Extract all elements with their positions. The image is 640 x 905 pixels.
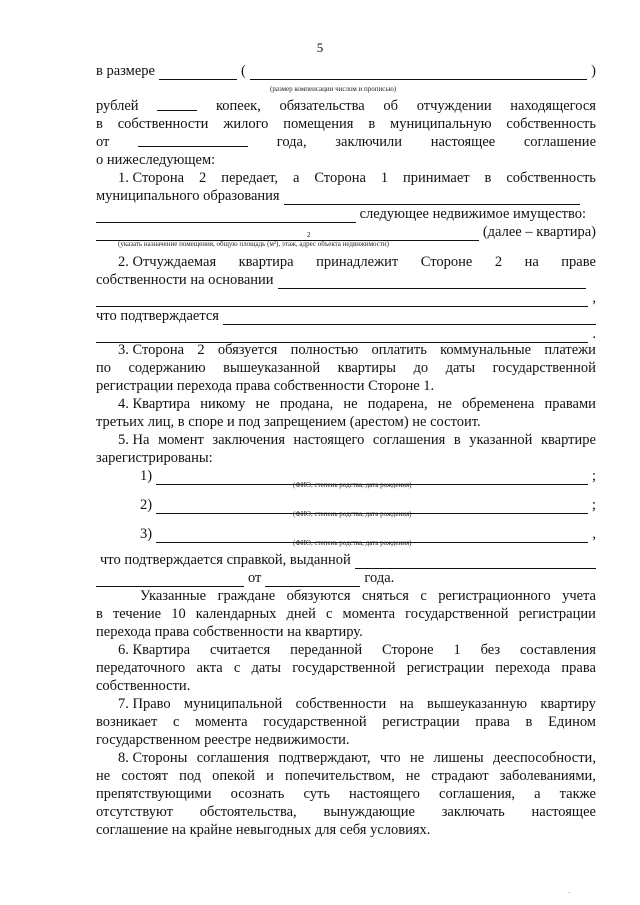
word: состоят — [121, 768, 168, 784]
word: под — [179, 768, 202, 784]
word: календарных — [195, 606, 277, 622]
word: 6. Квартира — [118, 642, 191, 658]
clause-8-line-5: соглашение на крайне невыгодных для себя условиях. — [96, 822, 431, 838]
word: рублей — [96, 98, 139, 114]
clause-3-line-3: регистрации перехода права собственности Стороне 1. — [96, 378, 435, 394]
word: 2. Отчуждаемая — [118, 254, 217, 270]
clause-1-line-2 — [96, 187, 580, 205]
word: переданной — [290, 642, 363, 658]
word: Указанные — [140, 588, 207, 604]
word: не — [255, 396, 270, 412]
word: вышеуказанной — [223, 360, 321, 376]
word: года, — [276, 134, 307, 150]
word: акта — [196, 660, 223, 676]
word: 1 — [380, 170, 389, 186]
word: жилого — [223, 116, 269, 132]
word: 2 — [494, 254, 503, 270]
word: а — [292, 170, 300, 186]
compensation-label: в размере — [96, 63, 155, 79]
word: 2 — [197, 342, 205, 358]
word: регистрации — [406, 660, 485, 676]
compensation-line — [96, 62, 596, 80]
open-paren: ( — [240, 63, 246, 79]
word: лишены — [433, 750, 484, 766]
word: передаточного — [96, 660, 186, 676]
word: копеек, — [215, 98, 261, 114]
word: вынуждающие — [323, 804, 415, 820]
word: момента — [342, 606, 396, 622]
word: вышеуказанную — [426, 696, 528, 712]
clause-6-line-3: собственности. — [96, 678, 191, 694]
word: регистрационного — [438, 588, 551, 604]
word: квартиру — [540, 696, 596, 712]
semicolon: ; — [591, 497, 596, 513]
word: регистрации — [382, 714, 460, 730]
word: составления — [519, 642, 596, 658]
clause-1-line-3 — [96, 205, 586, 223]
certificate-line-1 — [100, 551, 596, 569]
clause-3-line-2 — [96, 359, 596, 377]
clause-8-line-3 — [96, 785, 596, 803]
word: от — [96, 134, 110, 150]
word: попечительством, — [284, 768, 395, 784]
rubles-line — [96, 97, 596, 115]
clause-7-line-2 — [96, 713, 596, 731]
word: препятствующими — [96, 786, 212, 802]
scan-mark: . — [568, 886, 570, 895]
page-number: 5 — [316, 40, 324, 55]
clause-6-line-1 — [118, 641, 596, 659]
word: отсутствуют — [96, 804, 173, 820]
clause-7-line-1 — [118, 695, 596, 713]
word: права — [475, 714, 510, 730]
word: муниципальную — [390, 116, 492, 132]
word: от — [248, 570, 262, 586]
clause-5-line-2: зарегистрированы: — [96, 450, 213, 466]
clause-3-line-1 — [118, 341, 596, 359]
word: в — [368, 116, 376, 132]
word: собственность — [506, 170, 596, 186]
word: возникает — [96, 714, 158, 730]
municipality-label: муниципального образования — [96, 188, 280, 204]
word: с — [233, 660, 241, 676]
word: коммунальные — [440, 342, 532, 358]
close-paren: ) — [591, 63, 596, 79]
word: граждане — [217, 588, 276, 604]
word: соглашения — [372, 432, 446, 448]
word: содержанию — [128, 360, 206, 376]
word: учета — [562, 588, 596, 604]
property-blank[interactable] — [96, 209, 356, 223]
word: года. — [364, 570, 395, 586]
confirmed-label: что подтверждается — [96, 308, 219, 324]
word: 2 — [199, 170, 207, 186]
date-line — [96, 133, 596, 151]
word: квартире — [540, 432, 596, 448]
clause-1-line-1 — [118, 169, 596, 187]
resident-number: 3) — [140, 526, 153, 542]
word: момент — [157, 432, 204, 448]
word: дееспособности, — [492, 750, 596, 766]
word: настоящего — [349, 786, 420, 802]
word: обязательства — [279, 98, 365, 114]
period: . — [592, 326, 596, 342]
word: сняться — [361, 588, 409, 604]
word: даты — [251, 660, 282, 676]
certificate-label: что подтверждается справкой, выданной — [100, 552, 351, 568]
word: также — [559, 786, 596, 802]
word: подтверждают, — [278, 750, 371, 766]
ownership-line — [96, 115, 596, 133]
basis-blank-2[interactable] — [96, 293, 588, 307]
word: 8. Стороны — [118, 750, 188, 766]
word: государственной — [292, 660, 396, 676]
word: регистрации — [518, 606, 596, 622]
certificate-issuer-blank[interactable] — [355, 555, 596, 569]
clause-2-line-4 — [96, 307, 596, 325]
word: 7. Право — [118, 696, 171, 712]
word: собственности — [117, 116, 209, 132]
word: в — [484, 170, 492, 186]
superscript-2: 2 — [307, 231, 311, 239]
word: по — [96, 360, 112, 376]
clause-6-line-2 — [96, 659, 596, 677]
premises-caption: (указать назначение помещения, общую площадь (м²), этаж, адрес объекта недвижимости) — [118, 240, 389, 248]
word: праве — [561, 254, 596, 270]
word: Сторона — [314, 170, 366, 186]
kopecks-blank[interactable] — [157, 97, 197, 111]
semicolon: ; — [591, 468, 596, 484]
word: осознать — [230, 786, 285, 802]
word: страдают — [431, 768, 489, 784]
comma: , — [592, 526, 596, 542]
word: указанной — [469, 432, 533, 448]
fio-caption-3: (ФИО, степень родства, дата рождения) — [293, 539, 412, 547]
property-label: следующее недвижимое имущество: — [359, 206, 586, 222]
word: 10 — [171, 606, 186, 622]
word: в — [96, 116, 103, 132]
word: обстоятельства, — [199, 804, 297, 820]
word: что — [379, 750, 401, 766]
amount-words-blank[interactable] — [250, 66, 587, 80]
certificate-issuer-blank-2[interactable] — [96, 573, 244, 587]
deregistration-line-2 — [96, 605, 596, 623]
word: дней — [286, 606, 316, 622]
word: не — [437, 396, 452, 412]
word: не — [343, 396, 358, 412]
word: квартиры — [337, 360, 396, 376]
word: об — [383, 98, 399, 114]
compensation-caption: (размер компенсации числом и прописью) — [270, 85, 397, 93]
word: и — [266, 768, 274, 784]
word: даты — [445, 360, 476, 376]
word: соглашения, — [439, 786, 515, 802]
word: собственность — [506, 116, 596, 132]
word: заключать — [441, 804, 505, 820]
word: никому — [200, 396, 246, 412]
word: передает, — [221, 170, 279, 186]
date-blank[interactable] — [138, 133, 248, 147]
clause-7-line-3: государственном реестре недвижимости. — [96, 732, 350, 748]
municipality-blank[interactable] — [284, 191, 580, 205]
word: государственной — [405, 606, 509, 622]
clause-2-line-2 — [96, 271, 586, 289]
basis-blank[interactable] — [278, 275, 586, 289]
confirmed-blank[interactable] — [223, 311, 596, 325]
word: принадлежит — [316, 254, 399, 270]
resident-number: 2) — [140, 497, 153, 513]
word: полностью — [290, 342, 359, 358]
word: настоящего — [293, 432, 365, 448]
clause-2-line-1 — [118, 253, 596, 271]
word: с — [172, 714, 180, 730]
word: Стороне — [381, 642, 434, 658]
property-details-blank[interactable] — [96, 227, 479, 241]
word: обязуется — [217, 342, 278, 358]
clause-5-line-1 — [118, 431, 596, 449]
word: обременена — [462, 396, 535, 412]
word: без — [480, 642, 501, 658]
clause-8-line-2 — [96, 767, 596, 785]
word: находящегося — [510, 98, 596, 114]
clause-8-line-1 — [118, 749, 596, 767]
clause-4-line-2: третьих лиц, в споре и под запрещением (арестом) не состоит. — [96, 414, 481, 430]
fio-caption-1: (ФИО, степень родства, дата рождения) — [293, 481, 412, 489]
word: 1 — [453, 642, 461, 658]
word: до — [413, 360, 429, 376]
certificate-line-2 — [96, 569, 596, 587]
word: права — [561, 660, 596, 676]
word: настоящее — [531, 804, 596, 820]
amount-blank[interactable] — [159, 66, 237, 80]
word: платежи — [544, 342, 596, 358]
word: 4. Квартира — [118, 396, 191, 412]
word: считается — [209, 642, 271, 658]
word: в — [525, 714, 533, 730]
word: Стороне — [420, 254, 473, 270]
clause-8-line-4 — [96, 803, 596, 821]
word: с — [326, 606, 333, 622]
word: опекой — [212, 768, 255, 784]
word: с — [420, 588, 427, 604]
word: настоящее — [430, 134, 496, 150]
word: заболеваниями, — [499, 768, 596, 784]
deregistration-line-1 — [140, 587, 596, 605]
word: оплатить — [371, 342, 427, 358]
deregistration-line-3: перехода права собственности на квартиру. — [96, 624, 363, 640]
word: помещения — [283, 116, 354, 132]
word: на — [524, 254, 539, 270]
apartment-label: (далее – квартира) — [482, 224, 596, 240]
word: обязуются — [286, 588, 351, 604]
word: а — [534, 786, 541, 802]
certificate-date-blank[interactable] — [265, 573, 360, 587]
word: на — [399, 696, 414, 712]
word: момента — [195, 714, 248, 730]
word: не — [409, 750, 425, 766]
word: в — [453, 432, 461, 448]
basis-label: собственности на основании — [96, 272, 274, 288]
clause-2-line-3 — [96, 289, 596, 307]
word: заключили — [335, 134, 403, 150]
word: в — [96, 606, 103, 622]
word: заключения — [212, 432, 285, 448]
word: не — [405, 768, 421, 784]
clause-1-line-4 — [96, 223, 596, 241]
word: не — [96, 768, 111, 784]
clause-4-line-1 — [118, 395, 596, 413]
comma: , — [592, 290, 596, 306]
word: квартира — [238, 254, 294, 270]
word: 1. Сторона — [118, 170, 185, 186]
word: государственной — [492, 360, 596, 376]
word: собственности — [295, 696, 387, 712]
word: подарена, — [367, 396, 428, 412]
word: 3. Сторона — [118, 342, 185, 358]
word: отчуждении — [416, 98, 492, 114]
word: соглашения — [196, 750, 270, 766]
word: 5. На — [118, 432, 150, 448]
word: правами — [544, 396, 596, 412]
word: соглашение — [523, 134, 596, 150]
word: государственной — [263, 714, 367, 730]
fio-caption-2: (ФИО, степень родства, дата рождения) — [293, 510, 412, 518]
word: течение — [112, 606, 162, 622]
word: перехода — [495, 660, 551, 676]
word: продана, — [279, 396, 334, 412]
word: суть — [303, 786, 330, 802]
word: принимает — [403, 170, 470, 186]
word: Едином — [548, 714, 596, 730]
resident-number: 1) — [140, 468, 153, 484]
intro-end: о нижеследующем: — [96, 152, 216, 168]
word: муниципальной — [183, 696, 283, 712]
